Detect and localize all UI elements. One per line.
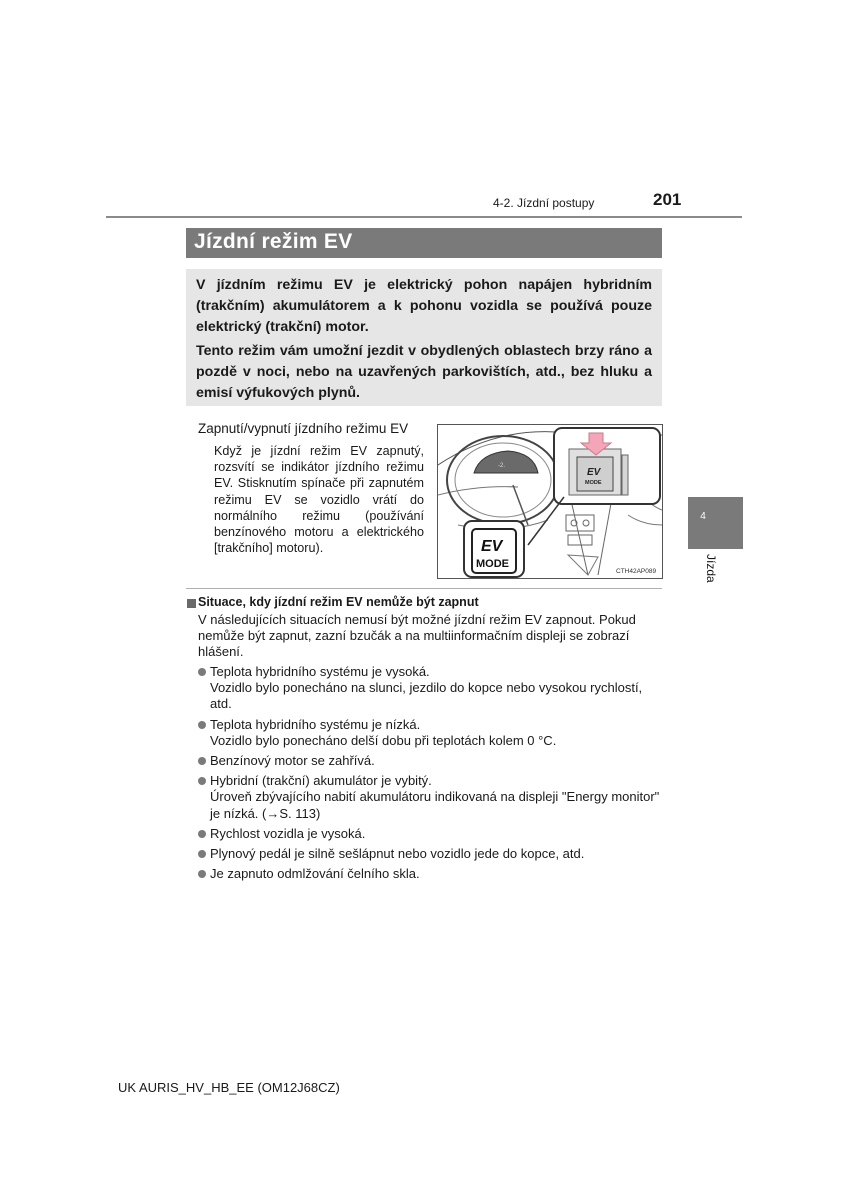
condition-list	[198, 664, 663, 886]
list-item: Teplota hybridního systému je nízká. Vozidlo bylo ponecháno delší dobu při teplotách kolem 0 °C.	[198, 717, 663, 749]
page-title: Jízdní režim EV	[194, 230, 353, 253]
feature-title: Zapnutí/vypnutí jízdního režimu EV	[198, 421, 409, 436]
section-intro: V následujících situacích nemusí být možné jízdní režim EV zapnout. Pokud nemůže být zapnut, zazní bzučák a na multiinformačním displeji se zobrazí hlášení.	[198, 612, 636, 660]
bullet-icon	[198, 757, 206, 765]
chapter-number: 4	[700, 511, 706, 522]
footer-model-code: UK AURIS_HV_HB_EE (OM12J68CZ)	[118, 1080, 340, 1095]
chapter-tab	[688, 497, 743, 549]
section-title-bar	[186, 228, 662, 258]
dashboard-drawing	[438, 425, 662, 578]
page-number: 201	[653, 190, 682, 209]
section-marker-icon	[187, 599, 196, 608]
list-item: Je zapnuto odmlžování čelního skla.	[198, 866, 663, 882]
list-item: Rychlost vozidla je vysoká.	[198, 826, 663, 842]
bullet-icon	[198, 870, 206, 878]
running-header-section: 4-2. Jízdní postupy	[493, 196, 595, 210]
list-item: Teplota hybridního systému je vysoká. Vozidlo bylo ponecháno na slunci, jezdilo do kopce nebo vysokou rychlostí, atd.	[198, 664, 663, 713]
svg-text:MODE: MODE	[585, 480, 602, 486]
bullet-icon	[198, 721, 206, 729]
header-rule	[106, 216, 742, 218]
section-divider	[186, 588, 662, 589]
intro-paragraph-2: Tento režim vám umožní jezdit v obydlených oblastech brzy ráno a pozdě v noci, nebo na uzavřených parkovištích, atd., bez hluku a emisí výfukových plynů.	[196, 343, 652, 401]
ev-mode-switch-illustration	[437, 424, 663, 579]
list-item: Hybridní (trakční) akumulátor je vybitý. Úroveň zbývajícího nabití akumulátoru indikovaná na displeji "Energy monitor" je nízká. (→S. 113)	[198, 773, 663, 822]
bullet-icon	[198, 830, 206, 838]
intro-paragraph-1: V jízdním režimu EV je elektrický pohon napájen hybridním (trakčním) akumulátorem a k pohonu vozidla se používá pouze elektrický (trakční) motor.	[196, 277, 652, 335]
feature-description: Když je jízdní režim EV zapnutý, rozsvítí se indikátor jízdního režimu EV. Stisknutím spínače při zapnutém režimu EV se vozidlo vrátí do normálního režimu (používání benzínového motoru a elektrického [trakčního] motoru).	[214, 444, 424, 556]
section-heading: Situace, kdy jízdní režim EV nemůže být zapnut	[198, 595, 479, 609]
intro-box	[186, 269, 662, 406]
bullet-icon	[198, 668, 206, 676]
list-item: Plynový pedál je silně sešlápnut nebo vozidlo jede do kopce, atd.	[198, 846, 663, 862]
steering-wheel-icon	[447, 436, 559, 524]
figure-code: CTH42AP089	[616, 568, 657, 575]
instrument-cluster-icon	[474, 451, 538, 473]
bullet-icon	[198, 850, 206, 858]
ev-button-text: EV	[481, 538, 503, 555]
mode-button-text: MODE	[476, 558, 509, 570]
chapter-label: Jízda	[704, 554, 718, 583]
svg-text:EV: EV	[587, 467, 601, 478]
list-item: Benzínový motor se zahřívá.	[198, 753, 663, 769]
bullet-icon	[198, 777, 206, 785]
svg-text:-2.: -2.	[498, 463, 506, 469]
